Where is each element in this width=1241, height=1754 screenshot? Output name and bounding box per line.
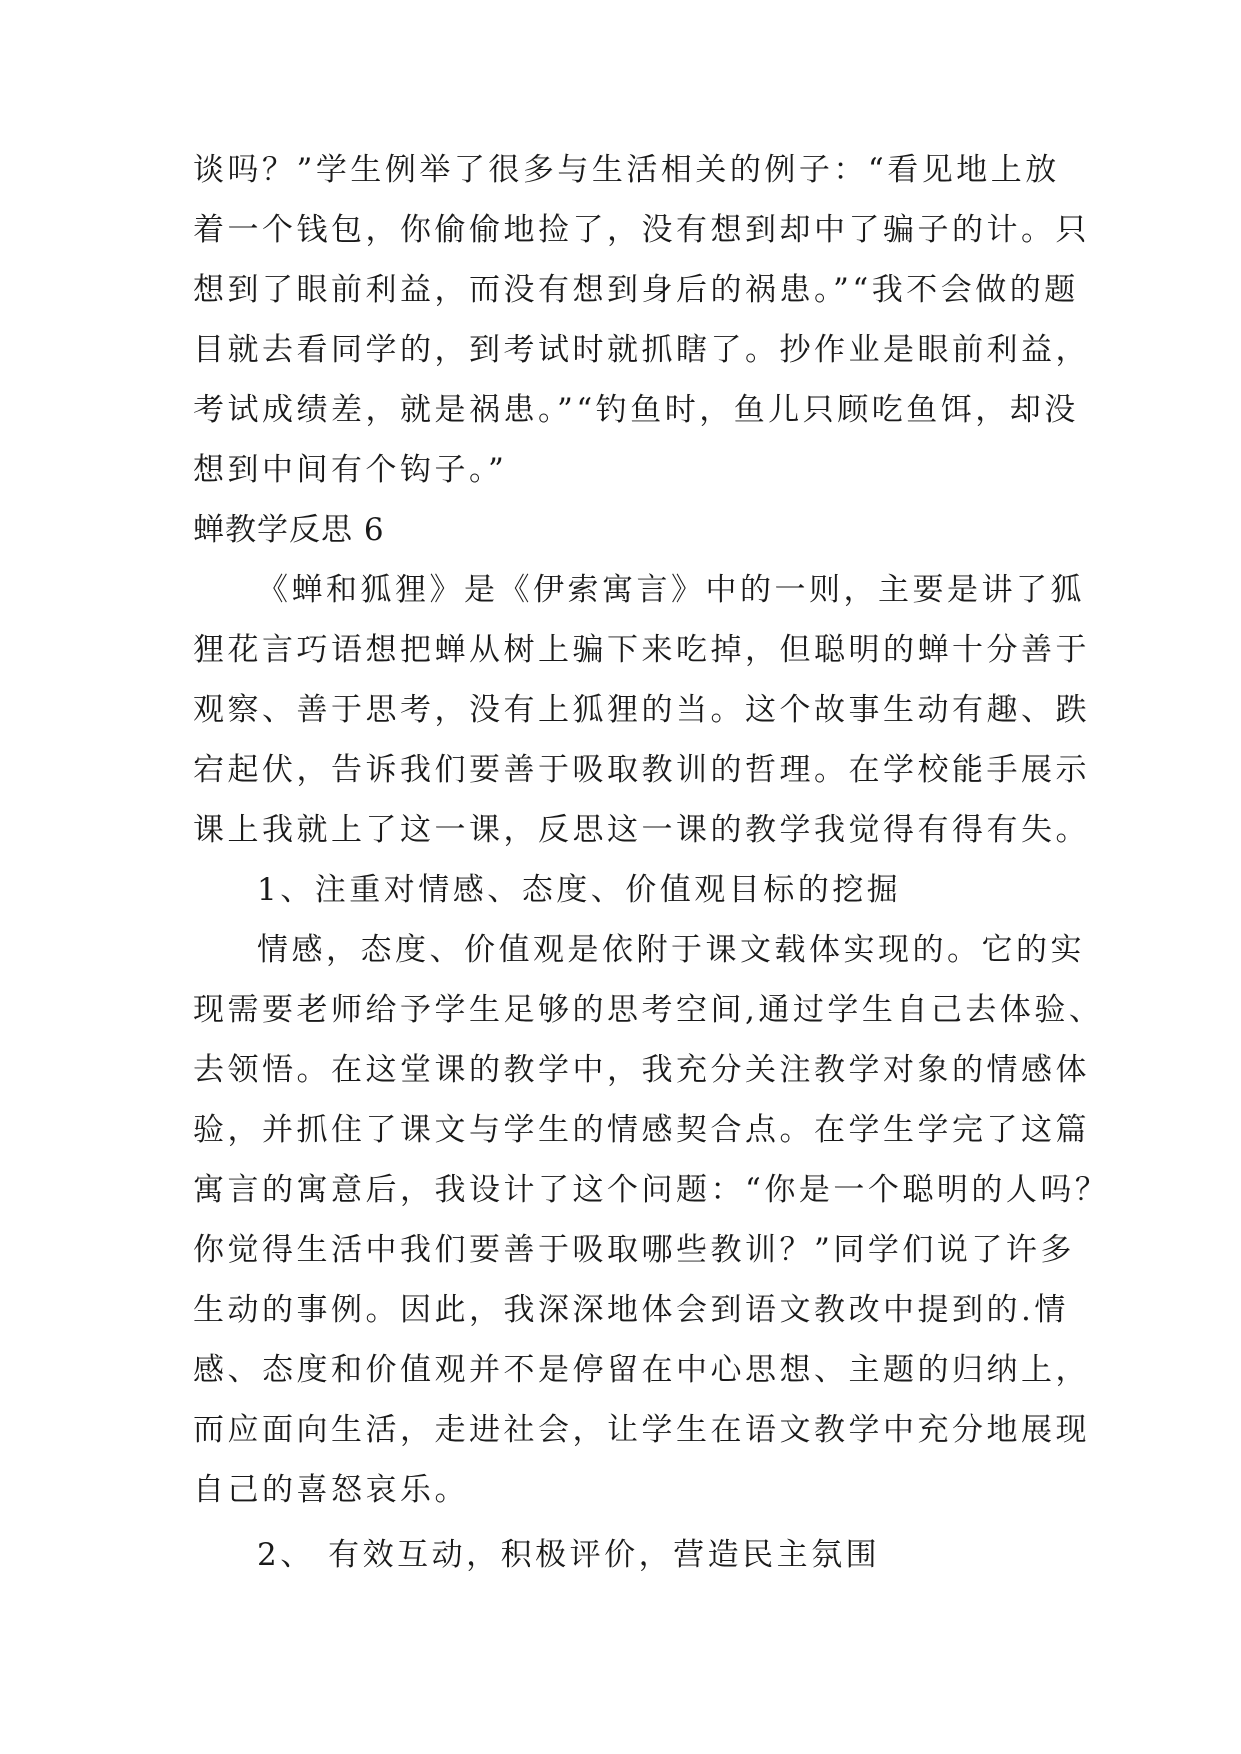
point-2-block: [193, 1525, 1063, 1585]
paragraph-line: 而应面向生活，走进社会，让学生在语文教学中充分地展现: [193, 1412, 1090, 1448]
paragraph-line: 寓言的寓意后，我设计了这个问题：“你是一个聪明的人吗？: [193, 1172, 1110, 1208]
point-1-block: [193, 860, 1063, 920]
paragraph-line: 验，并抓住了课文与学生的情感契合点。在学生学完了这篇: [193, 1112, 1090, 1148]
paragraph-line: 课上我就上了这一课，反思这一课的教学我觉得有得有失。: [193, 812, 1090, 848]
intro-line: 着一个钱包，你偷偷地捡了，没有想到却中了骗子的计。只: [193, 212, 1090, 248]
intro-line: 考试成绩差，就是祸患。”“钓鱼时，鱼儿只顾吃鱼饵，却没: [193, 392, 1079, 428]
intro-paragraph: [193, 140, 1090, 500]
intro-line: 谈吗？”学生例举了很多与生活相关的例子：“看见地上放: [193, 152, 1060, 188]
paragraph-line: 感、态度和价值观并不是停留在中心思想、主题的归纳上，: [193, 1352, 1090, 1388]
paragraph-1: [193, 560, 1090, 860]
paragraph-line: 自己的喜怒哀乐。: [193, 1472, 469, 1508]
paragraph-line: 《蝉和狐狸》是《伊索寓言》中的一则，主要是讲了狐: [257, 572, 1085, 608]
paragraph-line: 宕起伏，告诉我们要善于吸取教训的哲理。在学校能手展示: [193, 752, 1090, 788]
paragraph-line: 生动的事例。因此，我深深地体会到语文教改中提到的.情: [193, 1292, 1069, 1328]
intro-line: 目就去看同学的，到考试时就抓瞎了。抄作业是眼前利益，: [193, 332, 1090, 368]
point-1-title: 1、注重对情感、态度、价值观目标的挖掘: [257, 872, 902, 908]
section-heading: 蝉教学反思 6: [193, 512, 385, 548]
paragraph-line: 去领悟。在这堂课的教学中，我充分关注教学对象的情感体: [193, 1052, 1090, 1088]
paragraph-line: 观察、善于思考，没有上狐狸的当。这个故事生动有趣、跌: [193, 692, 1090, 728]
paragraph-line: 情感，态度、价值观是依附于课文载体实现的。它的实: [257, 932, 1085, 968]
section-heading-block: [193, 500, 1063, 560]
paragraph-line: 现需要老师给予学生足够的思考空间,通过学生自己去体验、: [193, 992, 1104, 1028]
paragraph-line: 狸花言巧语想把蝉从树上骗下来吃掉，但聪明的蝉十分善于: [193, 632, 1090, 668]
paragraph-line: 你觉得生活中我们要善于吸取哪些教训？”同学们说了许多: [193, 1232, 1075, 1268]
paragraph-2: [193, 920, 1110, 1520]
intro-line: 想到中间有个钩子。”: [193, 452, 508, 488]
point-2-title: 2、 有效互动，积极评价，营造民主氛围: [257, 1537, 881, 1573]
intro-line: 想到了眼前利益，而没有想到身后的祸患。”“我不会做的题: [193, 272, 1079, 308]
